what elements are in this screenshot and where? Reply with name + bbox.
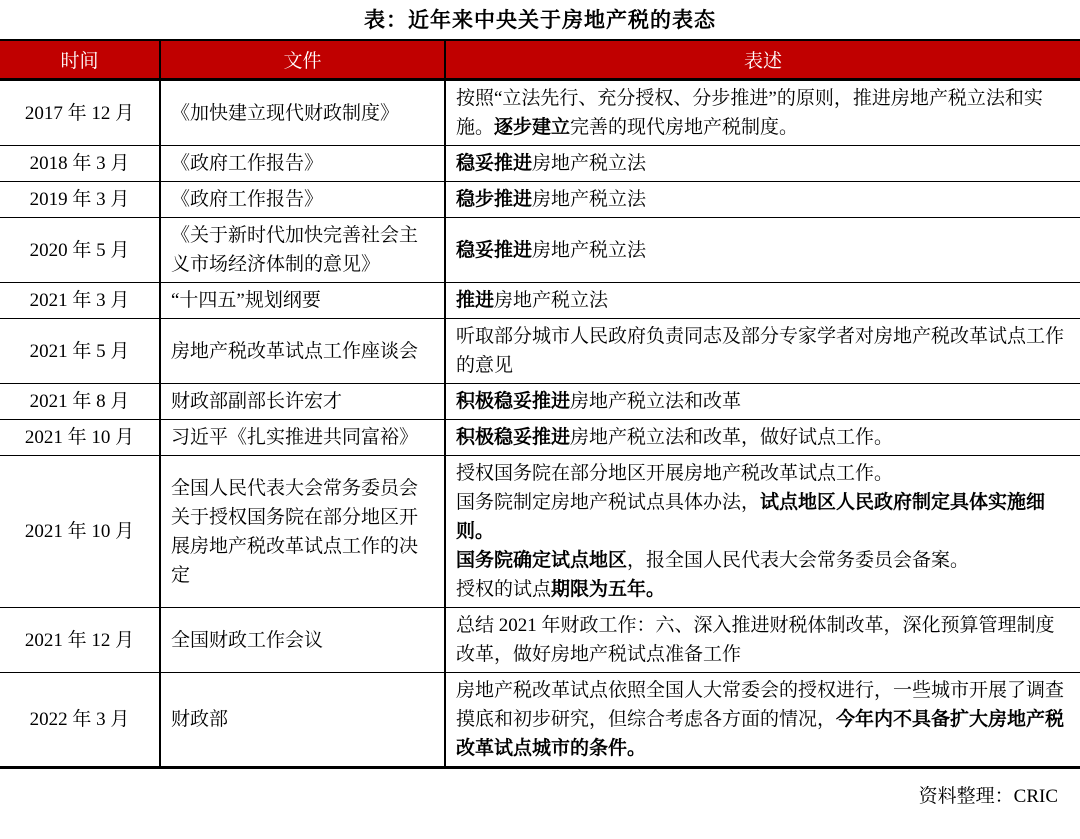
cell-statement	[445, 80, 1080, 146]
statement-text: 听取部分城市人民政府负责同志及部分专家学者对房地产税改革试点工作的意见	[456, 326, 1065, 376]
cell-time: 2021 年 3 月	[0, 283, 160, 319]
table-row	[0, 319, 1080, 384]
cell-document: 《政府工作报告》	[160, 146, 445, 182]
statement-text: ，报全国人民代表大会常务委员会备案。	[627, 550, 970, 571]
statement-text: 完善的现代房地产税制度。	[570, 117, 799, 138]
cell-time: 2021 年 5 月	[0, 319, 160, 384]
cell-statement	[445, 420, 1080, 456]
table-header	[0, 40, 1080, 80]
table-row	[0, 80, 1080, 146]
cell-document: “十四五”规划纲要	[160, 283, 445, 319]
table-row	[0, 384, 1080, 420]
statement-emphasis: 逐步建立	[494, 117, 571, 138]
table-row	[0, 218, 1080, 283]
cell-time: 2022 年 3 月	[29, 709, 130, 730]
cell-time: 2021 年 12 月	[0, 608, 160, 673]
header-cell-document: 文件	[160, 40, 445, 80]
table-row	[0, 673, 1080, 768]
cell-statement	[445, 146, 1080, 182]
cell-document: 《关于新时代加快完善社会主义市场经济体制的意见》	[160, 218, 445, 283]
cell-time: 2021 年 8 月	[0, 384, 160, 420]
statement-text: 授权的试点	[456, 579, 552, 600]
statement-paragraph	[456, 459, 1070, 488]
cell-document: 《加快建立现代财政制度》	[160, 80, 445, 146]
cell-statement	[445, 456, 1080, 608]
statement-paragraph	[456, 488, 1070, 546]
table-row	[0, 456, 1080, 608]
statement-emphasis: 积极稳妥推进	[456, 391, 571, 412]
table-row	[0, 182, 1080, 218]
cell-time: 2021 年 10 月	[0, 456, 160, 608]
statement-paragraph	[456, 387, 1070, 416]
statement-emphasis: 试点地区人民政府制定具体实施细则。	[456, 492, 1046, 542]
cell-statement	[445, 608, 1080, 673]
cell-document: 全国人民代表大会常务委员会关于授权国务院在部分地区开展房地产税改革试点工作的决定	[160, 456, 445, 608]
cell-document: 房地产税改革试点工作座谈会	[160, 319, 445, 384]
cell-document: 全国财政工作会议	[160, 608, 445, 673]
table-row	[0, 146, 1080, 182]
table-row	[0, 608, 1080, 673]
header-row	[0, 40, 1080, 80]
statement-paragraph	[456, 423, 1070, 452]
statement-paragraph	[456, 611, 1070, 669]
statement-emphasis: 稳步推进	[456, 189, 533, 210]
statement-text: 房地产税立法和改革，做好试点工作。	[570, 427, 894, 448]
table-body	[0, 80, 1080, 768]
statement-paragraph	[456, 546, 1070, 575]
statement-emphasis: 积极稳妥推进	[456, 427, 571, 448]
statement-paragraph	[456, 149, 1070, 178]
cell-document: 财政部副部长许宏才	[160, 384, 445, 420]
statement-emphasis: 期限为五年。	[551, 579, 666, 600]
cell-document: 习近平《扎实推进共同富裕》	[160, 420, 445, 456]
statement-paragraph	[456, 322, 1070, 380]
cell-time: 2017 年 12 月	[0, 80, 160, 146]
statement-emphasis: 推进	[456, 290, 495, 311]
statement-text: 房地产税立法	[532, 153, 647, 174]
statement-text: 授权国务院在部分地区开展房地产税改革试点工作。	[456, 463, 894, 484]
cell-statement	[445, 319, 1080, 384]
cell-document: 《政府工作报告》	[160, 182, 445, 218]
statement-emphasis: 国务院确定试点地区	[456, 550, 628, 571]
statement-paragraph	[456, 286, 1070, 315]
policy-table	[0, 39, 1080, 769]
statement-text: 房地产税立法	[494, 290, 609, 311]
statement-paragraph	[456, 185, 1070, 214]
statement-text: 房地产税改革试点依照全国人大常委会的授权进行，一些城市开展了调查摸底和初步研究，但综合考虑各方面的情况，	[456, 680, 1065, 730]
cell-statement	[445, 182, 1080, 218]
statement-emphasis: 稳妥推进	[456, 239, 533, 261]
statement-paragraph	[456, 575, 1070, 604]
statement-text: 房地产税立法	[532, 239, 647, 261]
statement-paragraph	[456, 236, 1070, 265]
statement-text: 按照“立法先行、充分授权、分步推进”的原则，推进房地产税立法和实施。	[456, 88, 1043, 138]
cell-document: 财政部	[160, 673, 445, 768]
cell-time: 2018 年 3 月	[0, 146, 160, 182]
table-row	[0, 283, 1080, 319]
statement-paragraph	[456, 84, 1070, 142]
table-row	[0, 420, 1080, 456]
source-note: 资料整理：CRIC	[918, 786, 1058, 807]
cell-statement	[445, 384, 1080, 420]
cell-statement	[445, 283, 1080, 319]
statement-emphasis: 稳妥推进	[456, 153, 533, 174]
cell-time: 2021 年 10 月	[0, 420, 160, 456]
header-cell-time: 时间	[0, 40, 160, 80]
table-title: 表：近年来中央关于房地产税的表态	[364, 8, 716, 32]
statement-paragraph	[456, 676, 1070, 763]
statement-emphasis: 今年内不具备扩大房地产税改革试点城市的条件。	[456, 709, 1065, 759]
statement-text: 房地产税立法	[532, 189, 647, 210]
statement-text: 总结 2021 年财政工作：六、深入推进财税体制改革，深化预算管理制度改革，做好房地产税试点准备工作	[456, 615, 1055, 665]
cell-statement	[445, 218, 1080, 283]
cell-statement	[445, 673, 1080, 768]
cell-time: 2019 年 3 月	[0, 182, 160, 218]
statement-text: 国务院制定房地产税试点具体办法，	[456, 492, 761, 513]
cell-time: 2020 年 5 月	[0, 218, 160, 283]
statement-text: 房地产税立法和改革	[570, 391, 742, 412]
header-cell-statement: 表述	[445, 40, 1080, 80]
